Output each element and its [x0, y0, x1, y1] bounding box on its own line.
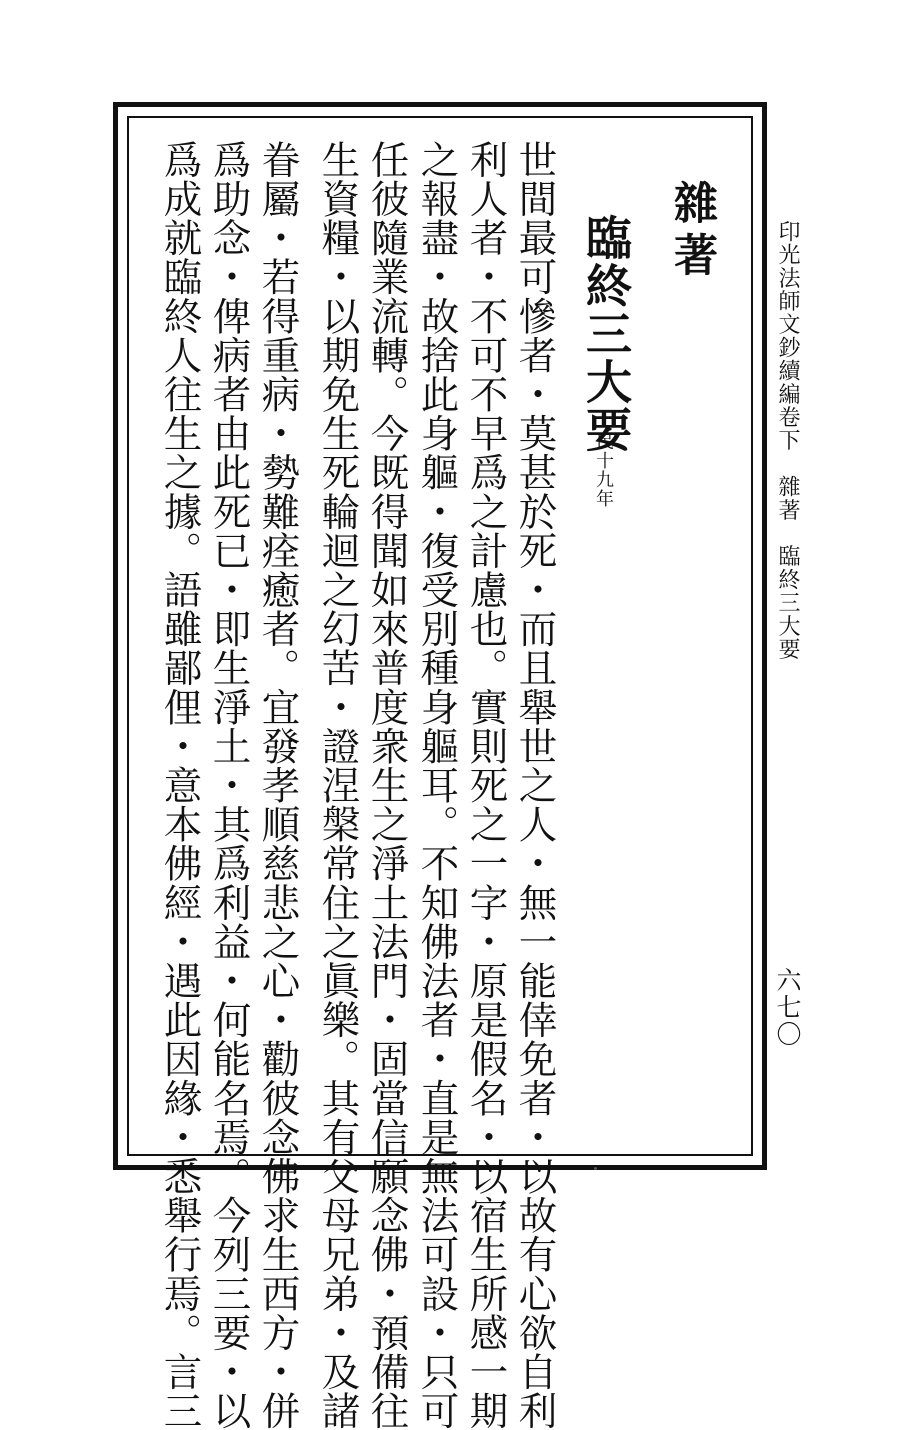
body-column-3: 之報盡・故捨此身軀・復受別種身軀耳。不知佛法者・直是無法可設・只可: [414, 140, 460, 1430]
section-title: 雜著: [666, 180, 717, 284]
body-column-5: 生資糧・以期免生死輪迴之幻苦・證涅槃常住之眞樂。其有父母兄弟・及諸: [315, 140, 361, 1430]
body-column-8: 爲成就臨終人往生之據。語雖鄙俚・意本佛經・遇此因緣・悉舉行焉。言三: [157, 140, 203, 1430]
running-head: 印光法師文鈔續編卷下 雜著 臨終三大要: [775, 220, 800, 661]
article-title: 臨終三大要: [579, 214, 633, 454]
page-number: 六七〇: [773, 967, 802, 1048]
date-note: 民十九年: [593, 432, 614, 508]
body-column-7: 爲助念・俾病者由此死已・即生淨土・其爲利益・何能名焉。今列三要・以: [206, 140, 252, 1430]
print-dot-mark: [594, 1167, 597, 1170]
body-column-2: 利人者・不可不早爲之計慮也。實則死之一字・原是假名・以宿生所感一期: [463, 140, 509, 1430]
body-column-4: 任彼隨業流轉。今既得聞如來普度衆生之淨土法門・固當信願念佛・預備往: [364, 140, 410, 1430]
body-column-6: 眷屬・若得重病・勢難痊癒者。宜發孝順慈悲之心・勸彼念佛求生西方・併: [255, 140, 301, 1430]
body-column-1: 世間最可慘者・莫甚於死・而且舉世之人・無一能倖免者・以故有心欲自利: [512, 140, 558, 1430]
